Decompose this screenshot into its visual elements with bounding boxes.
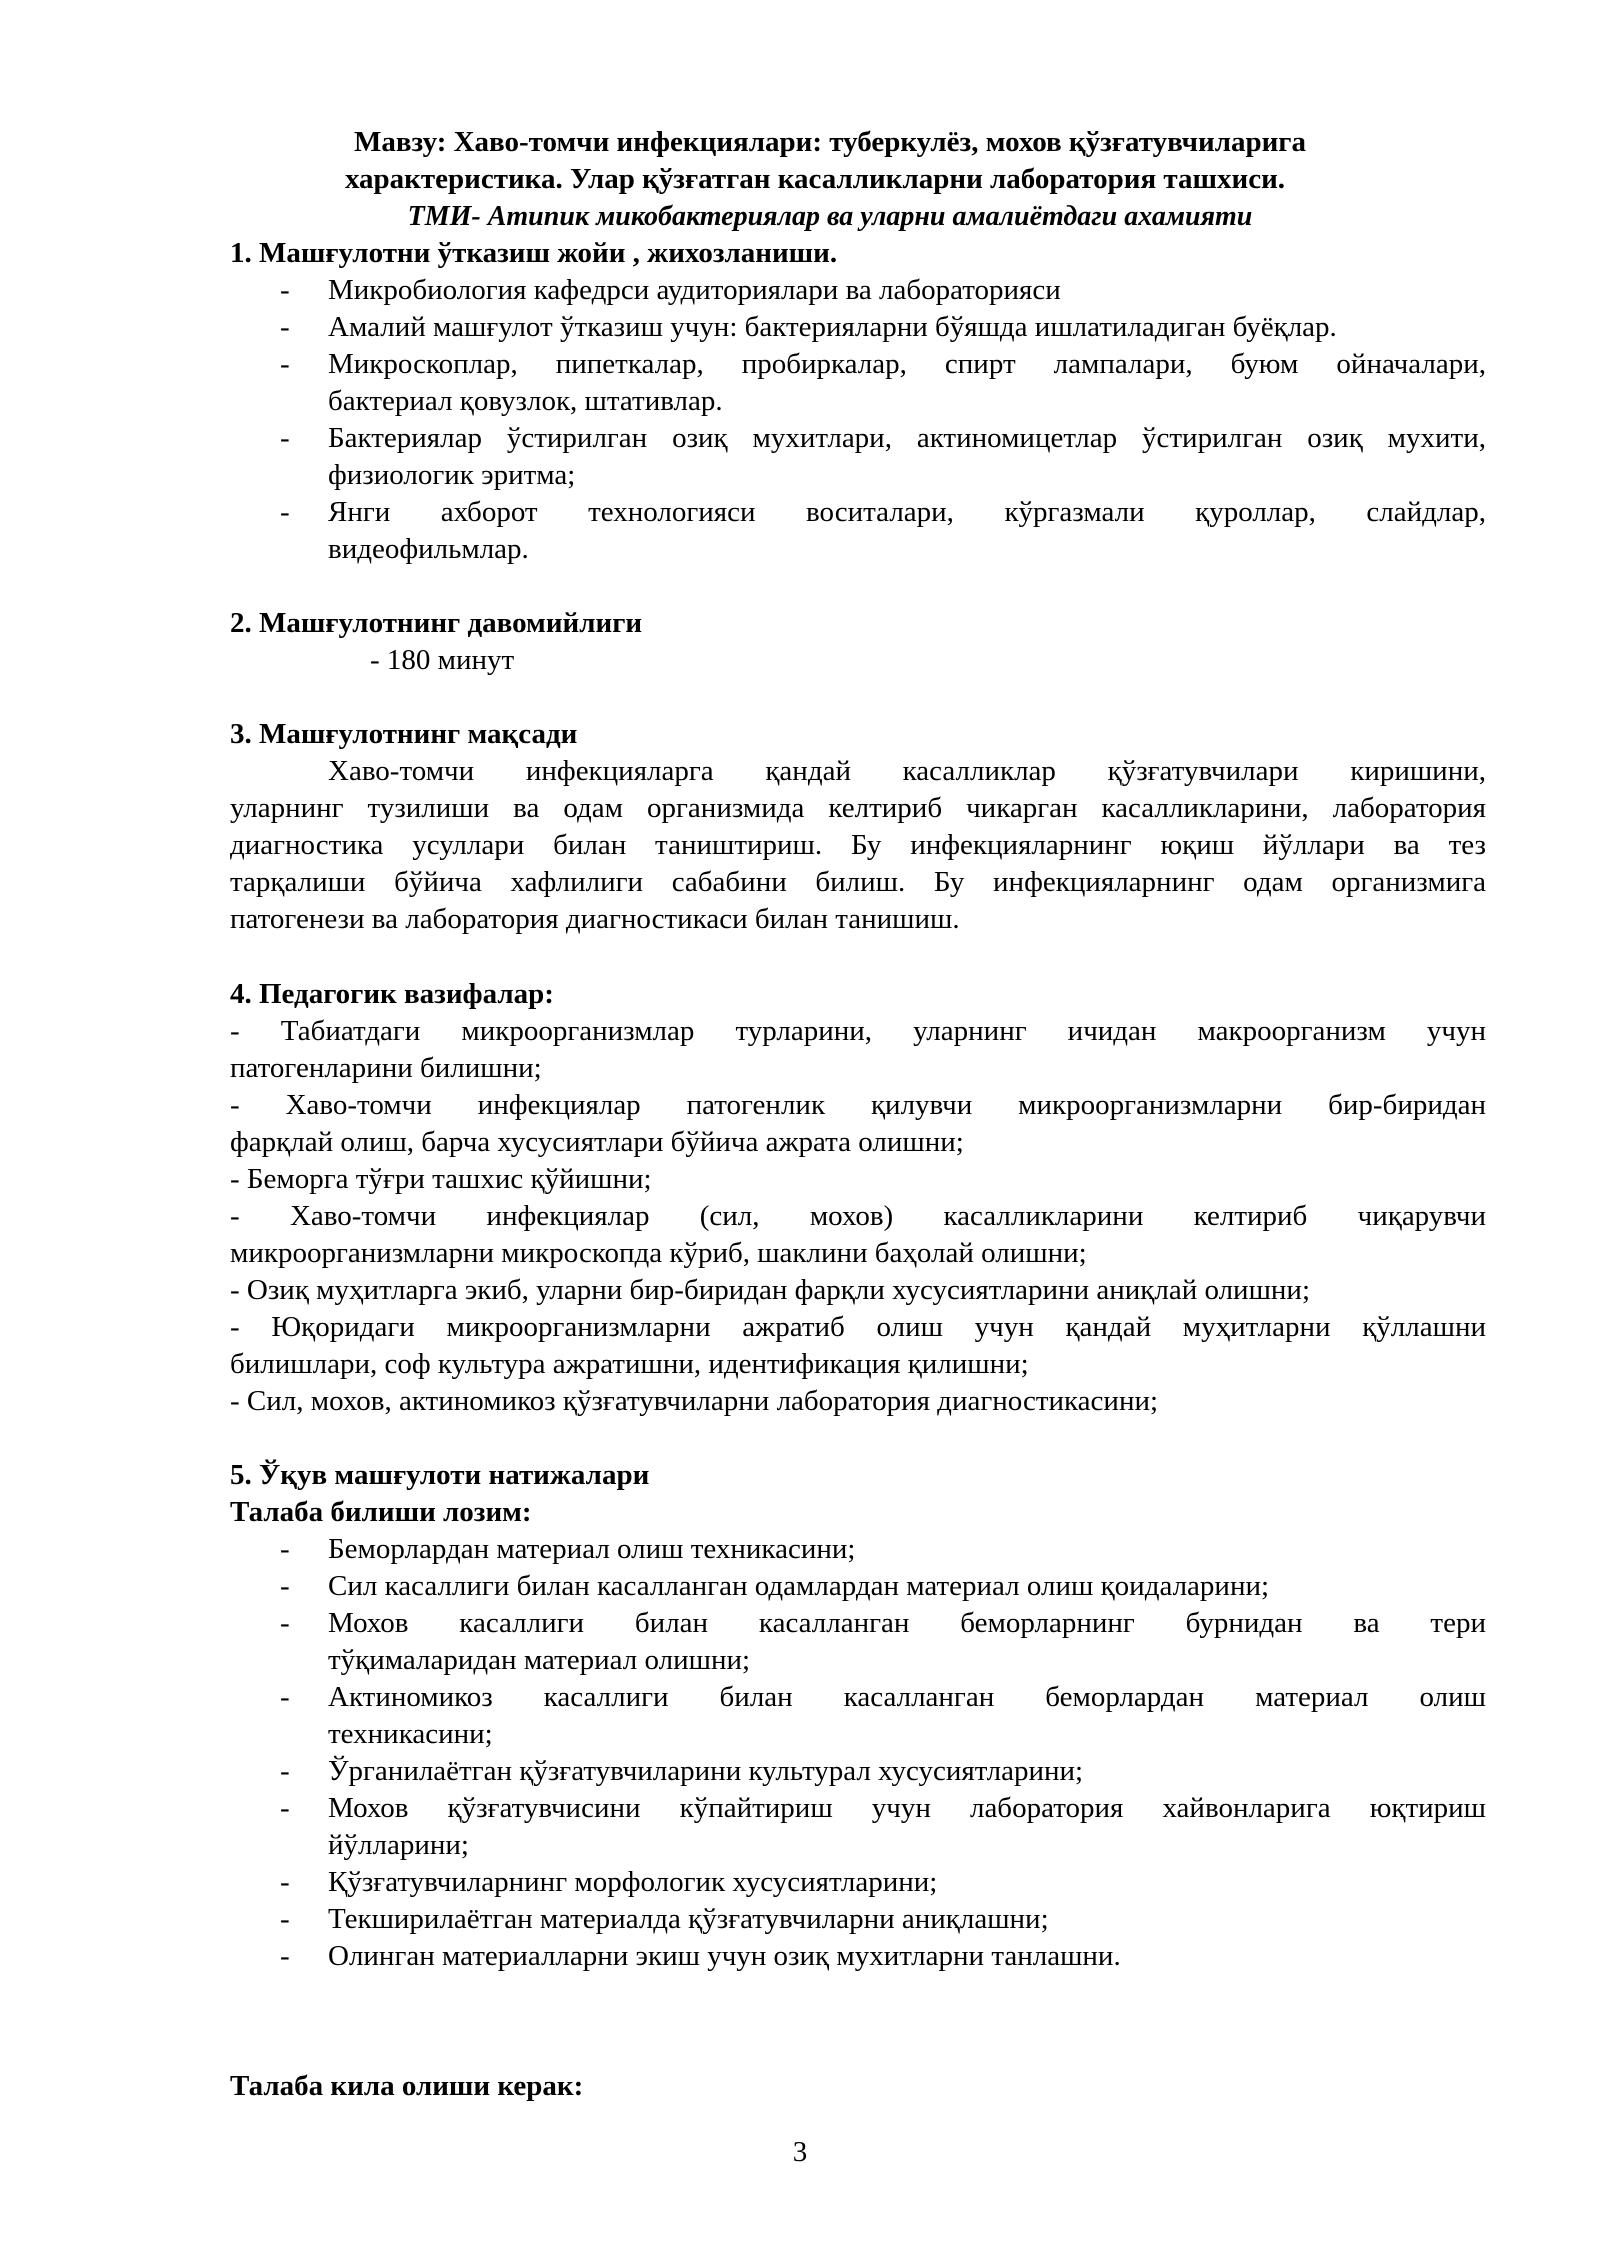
paragraph-line: тарқалиши бўйича хафлилиги сабабини билиш. Бу инфекцияларнинг одам организмига bbox=[230, 866, 1486, 898]
list-item-text: физиологик эритма; bbox=[328, 459, 576, 491]
paragraph-line: уларнинг тузилиши ва одам организмида келтириб чикарган касалликларини, лаборатория bbox=[230, 792, 1486, 824]
task-line: патогенларини билишни; bbox=[230, 1052, 542, 1084]
section-3-paragraph bbox=[230, 753, 1486, 938]
bullet-dash: - bbox=[280, 348, 290, 380]
section-4-heading: 4. Педагогик вазифалар: bbox=[230, 978, 554, 1010]
bullet-dash: - bbox=[280, 1903, 290, 1935]
section-2-heading: 2. Машғулотнинг давомийлиги bbox=[230, 607, 643, 639]
section-3-heading: 3. Машғулотнинг мақсади bbox=[230, 718, 578, 750]
task-line: - Сил, мохов, актиномикоз қўзғатувчиларни лаборатория диагностикасини; bbox=[230, 1385, 1159, 1417]
list-item-text: видеофильмлар. bbox=[328, 533, 529, 565]
document-title-line-2: характеристика. Улар қўзғатган касалликларни лаборатория ташхиси. bbox=[344, 163, 1286, 195]
list-item-text: Янги ахборот технологияси воситалари, кўргазмали қуроллар, слайдлар, bbox=[328, 496, 1486, 528]
bullet-dash: - bbox=[280, 1570, 290, 1602]
bullet-dash: - bbox=[280, 1940, 290, 1972]
list-item-text: йўлларини; bbox=[328, 1829, 469, 1861]
duration-value: - 180 минут bbox=[370, 644, 515, 676]
task-line: фарқлай олиш, барча хусусиятлари бўйича ажрата олишни; bbox=[230, 1126, 964, 1158]
bullet-dash: - bbox=[280, 1533, 290, 1565]
bullet-dash: - bbox=[280, 496, 290, 528]
document-title-line-1: Мавзу: Хаво-томчи инфекциялари: туберкулёз, мохов қўзғатувчиларига bbox=[354, 126, 1306, 158]
task-line: - Табиатдаги микроорганизмлар турларини, уларнинг ичидан макроорганизм учун bbox=[230, 1015, 1486, 1047]
list-item-text: тўқималаридан материал олишни; bbox=[328, 1644, 751, 1676]
task-line: - Беморга тўғри ташхис қўйишни; bbox=[230, 1163, 652, 1195]
list-item-text: Микроскоплар, пипеткалар, пробиркалар, спирт лампалари, буюм ойначалари, bbox=[328, 348, 1486, 380]
list-item-text: Олинган материалларни экиш учун озиқ мухитларни танлашни. bbox=[328, 1940, 1121, 1972]
list-item-text: бактериал қовузлок, штативлар. bbox=[328, 385, 723, 417]
list-item-text: Ўрганилаётган қўзғатувчиларини культурал хусусиятларини; bbox=[328, 1755, 1084, 1787]
list-item-text: Актиномикоз касаллиги билан касалланган беморлардан материал олиш bbox=[328, 1681, 1486, 1713]
list-item-text: Сил касаллиги билан касалланган одамлардан материал олиш қоидаларини; bbox=[328, 1570, 1270, 1602]
page-number: 3 bbox=[792, 2136, 808, 2168]
task-line: - Хаво-томчи инфекциялар патогенлик қилувчи микроорганизмларни бир-биридан bbox=[230, 1089, 1486, 1121]
list-item-text: техникасини; bbox=[328, 1718, 493, 1750]
bullet-dash: - bbox=[280, 1755, 290, 1787]
list-item-text: Бактериялар ўстирилган озиқ мухитлари, актиномицетлар ўстирилган озиқ мухити, bbox=[328, 422, 1486, 454]
bullet-dash: - bbox=[280, 1792, 290, 1824]
list-item-text: Микробиология кафедрси аудиториялари ва лабораторияси bbox=[328, 274, 1061, 306]
list-item-text: Мохов касаллиги билан касалланган беморларнинг бурнидан ва тери bbox=[328, 1607, 1486, 1639]
section-5-heading: 5. Ўқув машғулоти натижалари bbox=[230, 1459, 650, 1491]
list-item-text: Текширилаётган материалда қўзғатувчиларни аниқлашни; bbox=[328, 1903, 1049, 1935]
task-line: микроорганизмларни микроскопда кўриб, шаклини баҳолай олишни; bbox=[230, 1237, 1087, 1269]
list-item-text: Амалий машғулот ўтказиш учун: бактерияларни бўяшда ишлатиладиган буёқлар. bbox=[328, 311, 1337, 343]
list-item-text: Қўзғатувчиларнинг морфологик хусусиятларини; bbox=[328, 1866, 938, 1898]
bullet-dash: - bbox=[280, 1866, 290, 1898]
task-line: - Юқоридаги микроорганизмларни ажратиб олиш учун қандай муҳитларни қўллашни bbox=[230, 1311, 1486, 1343]
task-line: билишлари, соф культура ажратишни, идентификация қилишни; bbox=[230, 1348, 1029, 1380]
paragraph-line: патогенези ва лаборатория диагностикаси билан танишиш. bbox=[230, 903, 960, 935]
list-item-text: Беморлардан материал олиш техникасини; bbox=[328, 1533, 856, 1565]
bullet-dash: - bbox=[280, 422, 290, 454]
task-line: - Хаво-томчи инфекциялар (сил, мохов) касалликларини келтириб чиқарувчи bbox=[230, 1200, 1486, 1232]
section-5-subheading: Талаба билиши лозим: bbox=[230, 1496, 532, 1528]
section-1-heading: 1. Машғулотни ўтказиш жойи , жихозланиши. bbox=[230, 237, 838, 269]
bullet-dash: - bbox=[280, 274, 290, 306]
bullet-dash: - bbox=[280, 1681, 290, 1713]
document-subtitle: ТМИ- Атипик микобактериялар ва уларни амалиётдаги ахамияти bbox=[407, 201, 1253, 232]
bullet-dash: - bbox=[280, 311, 290, 343]
paragraph-line: диагностика усуллари билан таништириш. Бу инфекцияларнинг юқиш йўллари ва тез bbox=[230, 829, 1486, 861]
list-item-text: Мохов қўзғатувчисини кўпайтириш учун лаборатория хайвонларига юқтириш bbox=[328, 1792, 1486, 1824]
section-5-subheading-2: Талаба кила олиши керак: bbox=[230, 2070, 584, 2102]
bullet-dash: - bbox=[280, 1607, 290, 1639]
section-4-list bbox=[230, 1013, 1486, 1420]
task-line: - Озиқ муҳитларга экиб, уларни бир-биридан фарқли хусусиятларини аниқлай олишни; bbox=[230, 1274, 1310, 1306]
paragraph-line: Хаво-томчи инфекцияларга қандай касалликлар қўзғатувчилари киришини, bbox=[328, 755, 1486, 787]
